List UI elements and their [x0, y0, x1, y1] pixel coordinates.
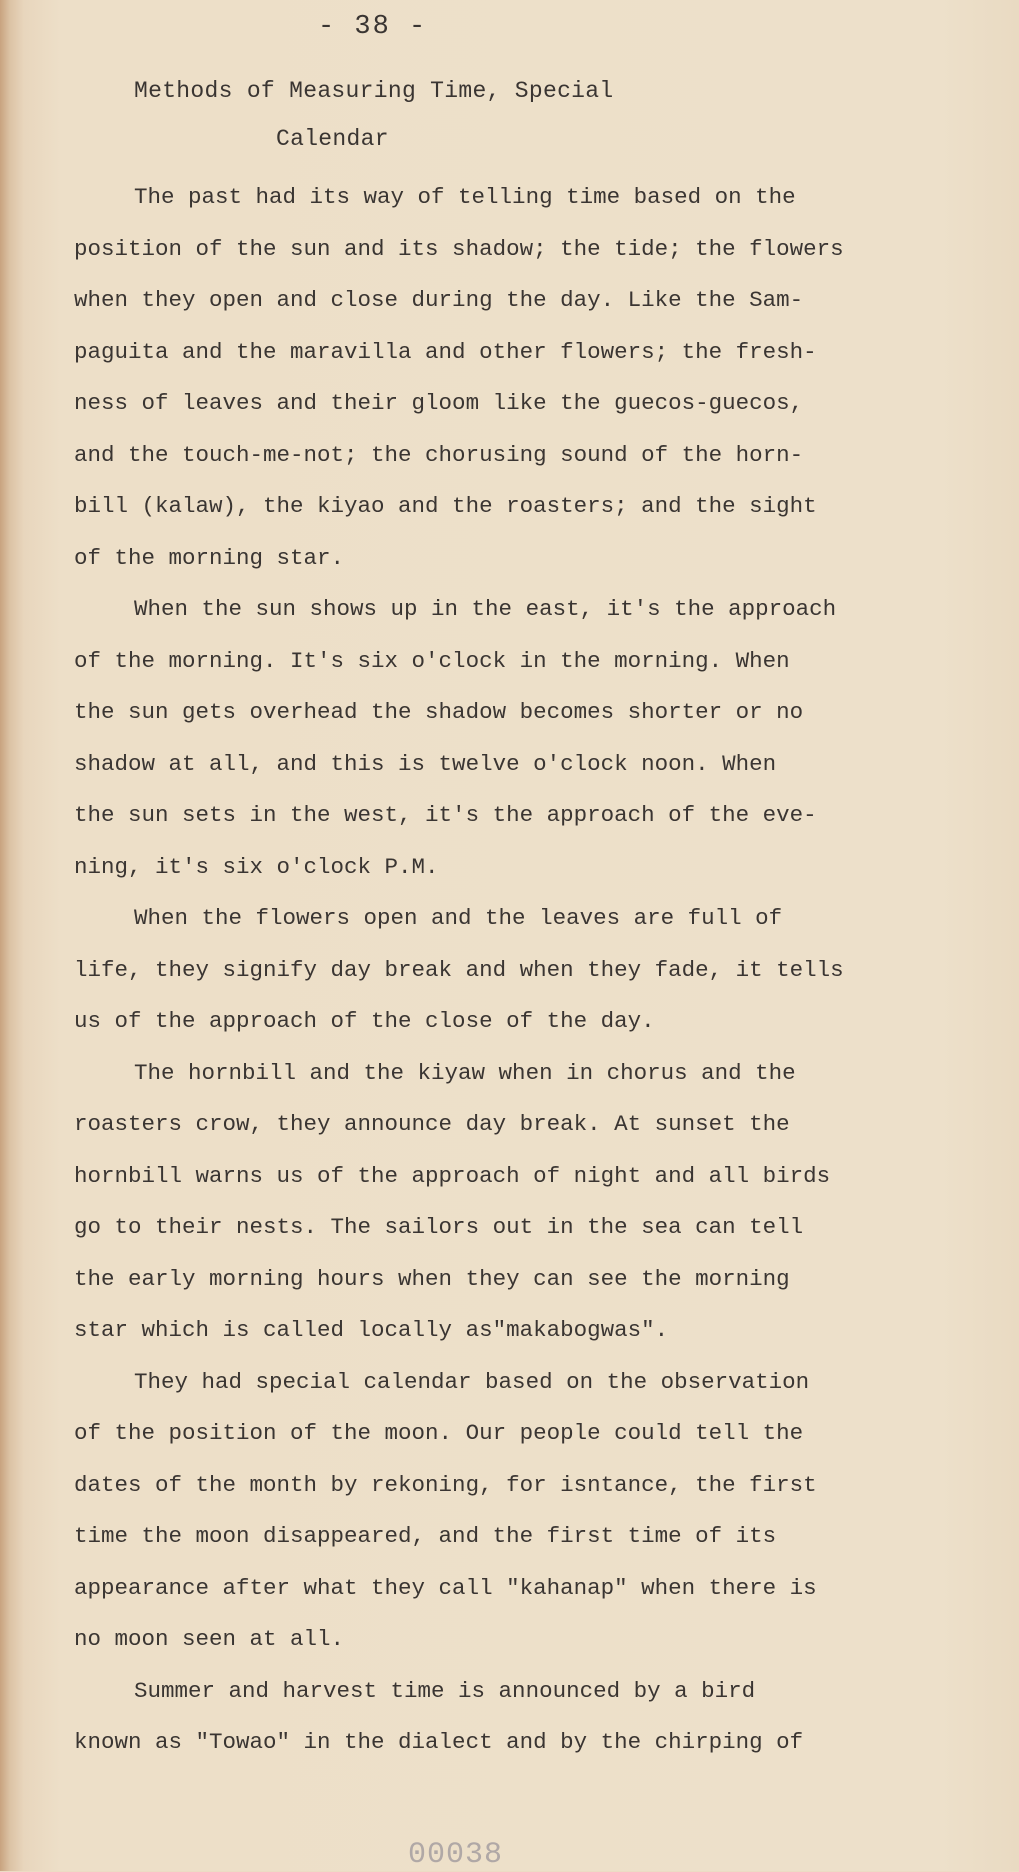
- text-line: dates of the month by rekoning, for isntance, the first: [74, 1471, 817, 1498]
- body-text: [74, 172, 954, 1769]
- text-line: When the sun shows up in the east, it's the approach: [134, 596, 837, 622]
- text-line: when they open and close during the day. Like the Sam-: [74, 287, 804, 313]
- text-line: life, they signify day break and when they fade, it tells: [74, 956, 844, 983]
- page-number: - 38 -: [318, 12, 428, 42]
- text-line: Summer and harvest time is announced by a bird: [134, 1677, 756, 1704]
- text-line: ning, it's six o'clock P.M.: [74, 853, 439, 880]
- text-line: of the morning star.: [74, 544, 345, 571]
- text-line: hornbill warns us of the approach of night and all birds: [74, 1162, 831, 1189]
- text-line: bill (kalaw), the kiyao and the roasters; and the sight: [74, 493, 817, 519]
- archive-stamp: 00038: [408, 1838, 504, 1872]
- text-line: and the touch-me-not; the chorusing sound of the horn-: [74, 441, 804, 468]
- text-line: appearance after what they call "kahanap" when there is: [74, 1574, 817, 1601]
- text-line: known as "Towao" in the dialect and by the chirping of: [74, 1729, 804, 1755]
- text-line: go to their nests. The sailors out in the sea can tell: [74, 1214, 804, 1240]
- text-line: ness of leaves and their gloom like the guecos-guecos,: [74, 390, 804, 416]
- text-line: paguita and the maravilla and other flowers; the fresh-: [74, 338, 817, 365]
- text-line: The past had its way of telling time based on the: [134, 184, 796, 210]
- text-line: us of the approach of the close of the day.: [74, 1008, 655, 1034]
- text-line: roasters crow, they announce day break. At sunset the: [74, 1111, 790, 1137]
- text-line: no moon seen at all.: [74, 1626, 345, 1652]
- text-line: time the moon disappeared, and the first time of its: [74, 1523, 777, 1549]
- text-line: star which is called locally as"makabogwas".: [74, 1317, 669, 1343]
- text-line: They had special calendar based on the observation: [134, 1368, 810, 1395]
- text-line: the sun gets overhead the shadow becomes shorter or no: [74, 699, 804, 725]
- text-line: The hornbill and the kiyaw when in chorus and the: [134, 1059, 796, 1086]
- section-subtitle: Calendar: [276, 126, 389, 152]
- section-title: Methods of Measuring Time, Special: [134, 78, 614, 104]
- text-line: of the morning. It's six o'clock in the morning. When: [74, 647, 790, 674]
- text-line: shadow at all, and this is twelve o'clock noon. When: [74, 750, 777, 777]
- text-line: When the flowers open and the leaves are full of: [134, 905, 783, 931]
- text-line: of the position of the moon. Our people could tell the: [74, 1420, 804, 1446]
- text-line: the sun sets in the west, it's the approach of the eve-: [74, 802, 817, 828]
- text-line: position of the sun and its shadow; the tide; the flowers: [74, 235, 844, 262]
- text-line: the early morning hours when they can see the morning: [74, 1265, 790, 1292]
